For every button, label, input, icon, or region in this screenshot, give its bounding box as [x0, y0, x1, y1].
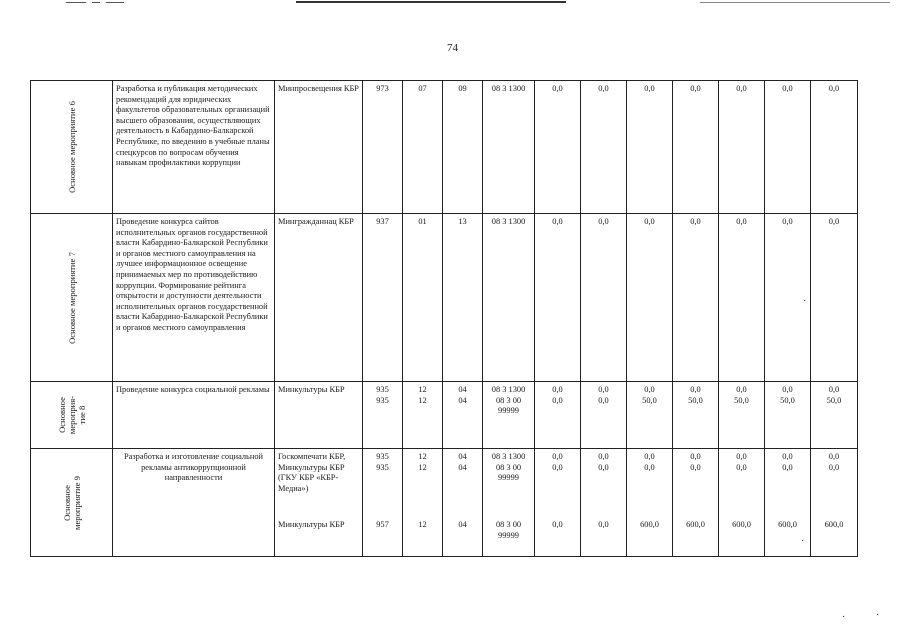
pr-cell: 13 [443, 214, 483, 382]
value-cell: 0,0 [765, 214, 811, 382]
grbs-cell: 935 935 [363, 382, 403, 449]
value-entry: 0,0 0,0 [598, 452, 609, 472]
value-cell [627, 449, 673, 557]
value-entry: 600,0 [732, 520, 751, 529]
value-cell: 0,0 50,0 [811, 382, 858, 449]
executor-entry: Госкомпечати КБР, Минкультуры КБР (ГКУ КБР «КБР-Медиа») [278, 452, 346, 493]
value-cell: 0,0 [535, 214, 581, 382]
scan-top-marks [0, 0, 905, 6]
table-row [31, 382, 858, 449]
value-cell: 0,0 0,0 [581, 382, 627, 449]
activity-description: Разработка и публикация методических рекомендаций для юридических факультетов образовательных организаций высшего образования, осуществляющих деятельность в Кабардино-Балкарской Республике, по введению в учебные планы спецкурсов по вопросам обучения навыкам профилактики коррупции [113, 81, 275, 214]
value-cell [673, 449, 719, 557]
value-entry: 600,0 [640, 520, 659, 529]
rz-cell: 12 12 [403, 382, 443, 449]
rz-cell [403, 449, 443, 557]
value-entry: 0,0 0,0 [552, 452, 563, 472]
csr-cell: 08 3 1300 08 3 00 99999 [483, 382, 535, 449]
value-cell: 0,0 50,0 [627, 382, 673, 449]
value-cell: 0,0 [811, 214, 858, 382]
value-entry: 0,0 [552, 520, 563, 529]
value-cell: 0,0 50,0 [719, 382, 765, 449]
executor-cell: Минпросвещения КБР [275, 81, 363, 214]
value-cell: 0,0 50,0 [673, 382, 719, 449]
value-entry: 0,0 0,0 [690, 452, 701, 472]
pr-cell [443, 449, 483, 557]
executor-cell: Минкультуры КБР [275, 382, 363, 449]
value-cell: 0,0 [627, 81, 673, 214]
activity-label: Основное мероприятие 6 [31, 81, 113, 214]
pr-cell: 09 [443, 81, 483, 214]
activity-label: Основное мероприятие 9 [31, 449, 113, 557]
value-cell: 0,0 [535, 81, 581, 214]
table-row [31, 214, 858, 382]
grbs-cell: 973 [363, 81, 403, 214]
value-entry: 0,0 0,0 [644, 452, 655, 472]
value-cell: 0,0 [673, 81, 719, 214]
value-cell: 0,0 [627, 214, 673, 382]
scan-speck: · [801, 536, 805, 547]
pr-cell: 04 04 [443, 382, 483, 449]
table-row [31, 449, 858, 557]
value-entry: 0,0 0,0 [828, 452, 840, 472]
value-entry: 0,0 0,0 [782, 452, 793, 472]
csr-cell [483, 449, 535, 557]
value-cell: 0,0 50,0 [765, 382, 811, 449]
value-entry: 600,0 [686, 520, 705, 529]
value-entry: 0,0 [598, 520, 609, 529]
rz-cell: 01 [403, 214, 443, 382]
value-cell: 0,0 [673, 214, 719, 382]
activity-description: Разработка и изготовление социальной рекламы антикоррупционной направленности [113, 449, 275, 557]
value-cell: 0,0 [581, 81, 627, 214]
activity-label: Основное мероприятие 7 [31, 214, 113, 382]
activity-label: Основное мероприя- тие 8 [31, 382, 113, 449]
csr-entry: 08 3 1300 08 3 00 99999 [491, 452, 526, 483]
executor-cell [275, 449, 363, 557]
value-entry: 0,0 0,0 [736, 452, 747, 472]
value-cell: 0,0 [719, 81, 765, 214]
csr-cell: 08 3 1300 [483, 214, 535, 382]
value-cell: 0,0 0,0 [535, 382, 581, 449]
value-cell: 0,0 [765, 81, 811, 214]
pr-entry: 04 04 [458, 452, 467, 472]
program-activities-table [30, 80, 858, 557]
executor-cell: Мингражданнац КБР [275, 214, 363, 382]
activity-description: Проведение конкурса социальной рекламы [113, 382, 275, 449]
page-number: 74 [447, 42, 458, 54]
csr-cell: 08 3 1300 [483, 81, 535, 214]
csr-entry: 08 3 00 99999 [495, 520, 522, 540]
activity-description: Проведение конкурса сайтов исполнительных органов государственной власти Кабардино-Балкарской Республики и органов местного самоуправления на лучшее информационное освещение принимаемых мер по противодействию коррупции. Формирование рейтинга открытости и доступности деятельности исполнительных органов государственной власти Кабардино-Балкарской Республики и органов местного самоуправления [113, 214, 275, 382]
value-cell: 0,0 [811, 81, 858, 214]
grbs-entry: 957 [376, 520, 389, 529]
value-cell: 0,0 [581, 214, 627, 382]
rz-entry: 12 12 [418, 452, 427, 472]
pr-entry: 04 [458, 520, 467, 529]
scan-speck: · [842, 612, 846, 623]
value-cell: 0,0 [719, 214, 765, 382]
grbs-cell: 937 [363, 214, 403, 382]
value-entry: 600,0 [824, 520, 844, 529]
table-row [31, 81, 858, 214]
rz-entry: 12 [418, 520, 427, 529]
value-cell [535, 449, 581, 557]
grbs-entry: 935 935 [376, 452, 389, 472]
value-cell [719, 449, 765, 557]
scan-speck: · [876, 610, 880, 621]
value-cell [581, 449, 627, 557]
value-cell [811, 449, 858, 557]
rz-cell: 07 [403, 81, 443, 214]
executor-entry: Минкультуры КБР [278, 520, 345, 529]
scan-speck: · [803, 296, 807, 307]
grbs-cell [363, 449, 403, 557]
value-entry: 600,0 [778, 520, 797, 529]
